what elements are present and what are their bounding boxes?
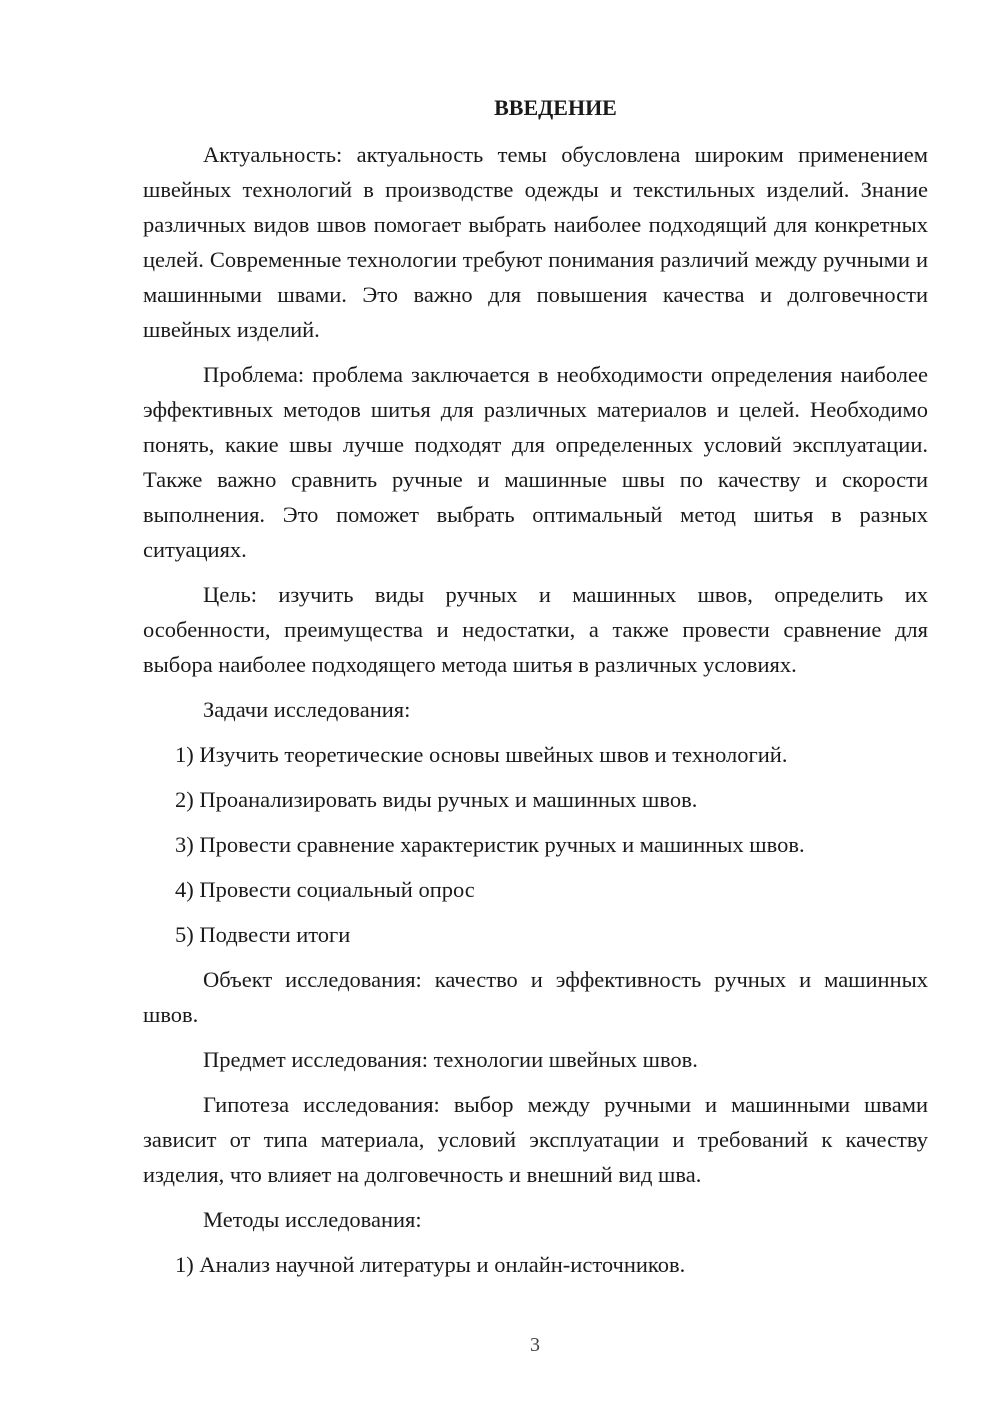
paragraph-problem: Проблема: проблема заключается в необходимости определения наиболее эффективных методов шитья для различных материалов и целей. Необходимо понять, какие швы лучше подходят для определенных условий эксплуатации. Также важно сравнить ручные и машинные швы по качеству и скорости выполнения. Это поможет выбрать оптимальный метод шитья в разных ситуациях. (143, 362, 928, 562)
list-item: 2) Проанализировать виды ручных и машинных швов. (175, 787, 698, 812)
paragraph-hypothesis: Гипотеза исследования: выбор между ручными и машинными швами зависит от типа материала, условий эксплуатации и требований к качеству изделия, что влияет на долговечность и внешний вид шва. (143, 1092, 928, 1187)
tasks-title: Задачи исследования: (203, 697, 411, 722)
methods-title: Методы исследования: (203, 1207, 422, 1232)
paragraph-object: Объект исследования: качество и эффективность ручных и машинных швов. (143, 967, 928, 1027)
list-item: 4) Провести социальный опрос (175, 877, 475, 902)
list-item: 1) Анализ научной литературы и онлайн-источников. (175, 1252, 686, 1277)
paragraph-relevance: Актуальность: актуальность темы обусловлена широким применением швейных технологий в производстве одежды и текстильных изделий. Знание различных видов швов помогает выбрать наиболее подходящий для конкретных целей. Современные технологии требуют понимания различий между ручными и машинными швами. Это важно для повышения качества и долговечности швейных изделий. (143, 142, 928, 342)
tasks-list (143, 737, 928, 952)
paragraph-goal: Цель: изучить виды ручных и машинных швов, определить их особенности, преимущества и недостатки, а также провести сравнение для выбора наиболее подходящего метода шитья в различных условиях. (143, 582, 928, 677)
page-title: ВВЕДЕНИЕ (494, 95, 617, 120)
list-item: 3) Провести сравнение характеристик ручных и машинных швов. (175, 832, 805, 857)
paragraph-subject: Предмет исследования: технологии швейных швов. (203, 1047, 698, 1072)
document-page (143, 90, 928, 1292)
page-number: 3 (530, 1334, 540, 1356)
list-item: 1) Изучить теоретические основы швейных швов и технологий. (175, 742, 788, 767)
list-item: 5) Подвести итоги (175, 922, 351, 947)
methods-list (143, 1247, 928, 1282)
